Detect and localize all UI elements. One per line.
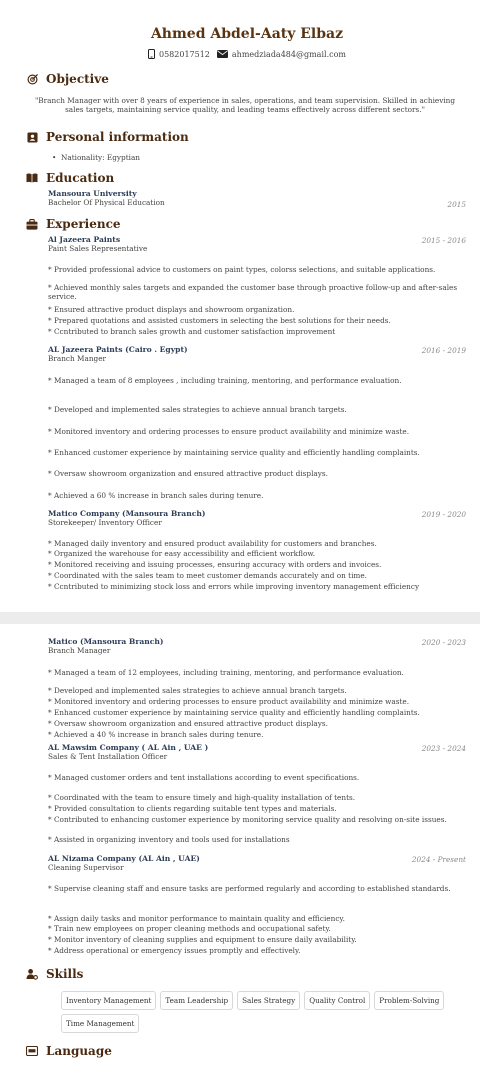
job-duty: * Developed and implemented sales strategies to achieve annual branch targets. bbox=[48, 405, 347, 414]
job-dates: 2020 - 2023 bbox=[421, 638, 466, 647]
job-duty: * Developed and implemented sales strategies to achieve annual branch targets. bbox=[48, 686, 347, 695]
company-name: AL Jazeera Paints (Cairo . Egypt) bbox=[48, 345, 188, 354]
education-date: 2015 bbox=[447, 200, 466, 209]
skill-tag: Team Leadership bbox=[160, 991, 233, 1010]
education-heading: Education bbox=[26, 171, 114, 185]
job-duty: * Monitored inventory and ordering processes to ensure product availability and minimize waste. bbox=[48, 697, 410, 706]
company-name: Matico (Mansoura Branch) bbox=[48, 637, 164, 646]
company-name: AL Mawsim Company ( AL Ain , UAE ) bbox=[48, 743, 209, 752]
company-name: AL Nizama Company (AL Ain , UAE) bbox=[48, 854, 200, 863]
job-dates: 2019 - 2020 bbox=[421, 510, 466, 519]
job-duty: * Address operational or emergency issues promptly and effectively. bbox=[48, 946, 301, 955]
job-entry bbox=[48, 235, 466, 253]
job-duty: * Managed a team of 12 employees, including training, mentoring, and performance evaluation. bbox=[48, 668, 404, 677]
job-duty: * Achieved monthly sales targets and expanded the customer base through proactive follow-up and after-sales service. bbox=[48, 283, 458, 302]
job-duty: * Oversaw showroom organization and ensured attractive product displays. bbox=[48, 719, 328, 728]
email-address[interactable]: ahmedziada484@gmail.com bbox=[231, 49, 346, 59]
contact-line bbox=[28, 49, 466, 59]
nationality-item: • Nationality: Egyptian bbox=[52, 153, 141, 162]
company-name: Matico Company (Mansoura Branch) bbox=[48, 509, 206, 518]
job-entry bbox=[48, 854, 466, 872]
job-dates: 2015 - 2016 bbox=[421, 236, 466, 245]
job-title: Sales & Tent Installation Officer bbox=[48, 752, 168, 761]
job-duty: * Achieved a 40 % increase in branch sales during tenure. bbox=[48, 730, 264, 739]
book-open-icon bbox=[26, 172, 38, 184]
job-duty: * Ensured attractive product displays and showroom organization. bbox=[48, 305, 295, 314]
job-title: Branch Manger bbox=[48, 354, 107, 363]
personal-info-heading: Personal information bbox=[26, 130, 189, 144]
experience-heading: Experience bbox=[26, 217, 121, 231]
user-gear-icon bbox=[26, 968, 38, 980]
company-name: Al Jazeera Paints bbox=[48, 235, 121, 244]
phone-icon bbox=[148, 49, 155, 59]
job-title: Cleaning Supervisor bbox=[48, 863, 124, 872]
job-duty: * Managed a team of 8 employees , including training, mentoring, and performance evaluation. bbox=[48, 376, 402, 385]
job-duty: * Assisted in organizing inventory and tools used for installations bbox=[48, 835, 290, 844]
resume-sheet-2 bbox=[0, 624, 480, 1066]
job-duty: * Enhanced customer experience by maintaining service quality and efficiently handling complaints. bbox=[48, 708, 420, 717]
job-duty: * Managed customer orders and tent installations according to event specifications. bbox=[48, 773, 360, 782]
job-title: Paint Sales Representative bbox=[48, 244, 148, 253]
objective-text: "Branch Manager with over 8 years of experience in sales, operations, and team supervision. Skilled in achieving sales targets, maintaining service quality, and leading teams effectively across different sectors." bbox=[34, 96, 456, 115]
job-duty: * Managed daily inventory and ensured product availability for customers and branches. bbox=[48, 539, 377, 548]
job-dates: 2024 - Present bbox=[411, 855, 466, 864]
job-duty: * Assign daily tasks and monitor performance to maintain quality and efficiency. bbox=[48, 914, 345, 923]
job-duty: * Monitor inventory of cleaning supplies and equipment to ensure daily availability. bbox=[48, 935, 357, 944]
page-break bbox=[0, 612, 480, 624]
job-dates: 2023 - 2024 bbox=[421, 744, 466, 753]
target-icon bbox=[26, 73, 38, 85]
degree: Bachelor Of Physical Education bbox=[48, 198, 165, 207]
job-duty: * Prepared quotations and assisted customers in selecting the best solutions for their needs. bbox=[48, 316, 391, 325]
job-title: Branch Manager bbox=[48, 646, 111, 655]
skill-tag: Inventory Management bbox=[61, 991, 156, 1010]
job-duty: * Supervise cleaning staff and ensure tasks are performed regularly and according to established standards. bbox=[48, 884, 451, 893]
phone-number[interactable]: 0582017512 bbox=[159, 49, 210, 59]
job-duty: * Provided professional advice to customers on paint types, colorss selections, and suitable applications. bbox=[48, 265, 436, 274]
job-duty: * Enhanced customer experience by maintaining service quality and efficiently handling complaints. bbox=[48, 448, 420, 457]
job-entry bbox=[48, 743, 466, 761]
job-duty: * Contributed to enhancing customer experience by monitoring service quality and resolving on-site issues. bbox=[48, 815, 447, 824]
skill-tag: Sales Strategy bbox=[237, 991, 300, 1010]
job-title: Storekeeper/ Inventory Officer bbox=[48, 518, 162, 527]
job-duty: * Oversaw showroom organization and ensured attractive product displays. bbox=[48, 469, 328, 478]
job-duty: * Coordinated with the sales team to meet customer demands accurately and on time. bbox=[48, 571, 367, 580]
job-duty: * Train new employees on proper cleaning methods and occupational safety. bbox=[48, 924, 331, 933]
job-dates: 2016 - 2019 bbox=[421, 346, 466, 355]
skill-tag: Quality Control bbox=[304, 991, 370, 1010]
job-entry bbox=[48, 345, 466, 363]
candidate-name: Ahmed Abdel-Aaty Elbaz bbox=[150, 26, 344, 42]
skills-heading: Skills bbox=[26, 967, 83, 981]
id-card-icon bbox=[26, 131, 38, 143]
skill-tag: Problem-Solving bbox=[374, 991, 444, 1010]
mail-icon bbox=[217, 50, 228, 58]
objective-heading: Objective bbox=[26, 72, 109, 86]
briefcase-icon bbox=[26, 218, 38, 230]
job-duty: * Ccntributed to branch sales growth and customer satisfaction improvement bbox=[48, 327, 336, 336]
job-duty: * Provided consultation to clients regarding suitable tent types and materials. bbox=[48, 804, 337, 813]
job-duty: * Monitored receiving and issuing processes, ensuring accuracy with orders and invoices. bbox=[48, 560, 382, 569]
bullet: • bbox=[52, 153, 61, 162]
job-duty: * Achieved a 60 % increase in branch sales during tenure. bbox=[48, 491, 264, 500]
job-duty: * Organized the warehouse for easy accessibility and efficient workflow. bbox=[48, 549, 316, 558]
language-heading: Language bbox=[26, 1044, 112, 1058]
skills-list bbox=[61, 991, 464, 1033]
job-duty: * Coordinated with the team to ensure timely and high-quality installation of tents. bbox=[48, 793, 356, 802]
school-name: Mansoura University bbox=[48, 189, 137, 198]
job-entry bbox=[48, 509, 466, 527]
skill-tag: Time Management bbox=[61, 1014, 139, 1033]
job-entry bbox=[48, 637, 466, 655]
job-duty: * Monitored inventory and ordering processes to ensure product availability and minimize waste. bbox=[48, 427, 410, 436]
job-duty: * Ccntributed to minimizing stock loss and errors while improving inventory management efficiency bbox=[48, 582, 420, 591]
language-icon bbox=[26, 1045, 38, 1057]
education-entry bbox=[48, 189, 466, 207]
